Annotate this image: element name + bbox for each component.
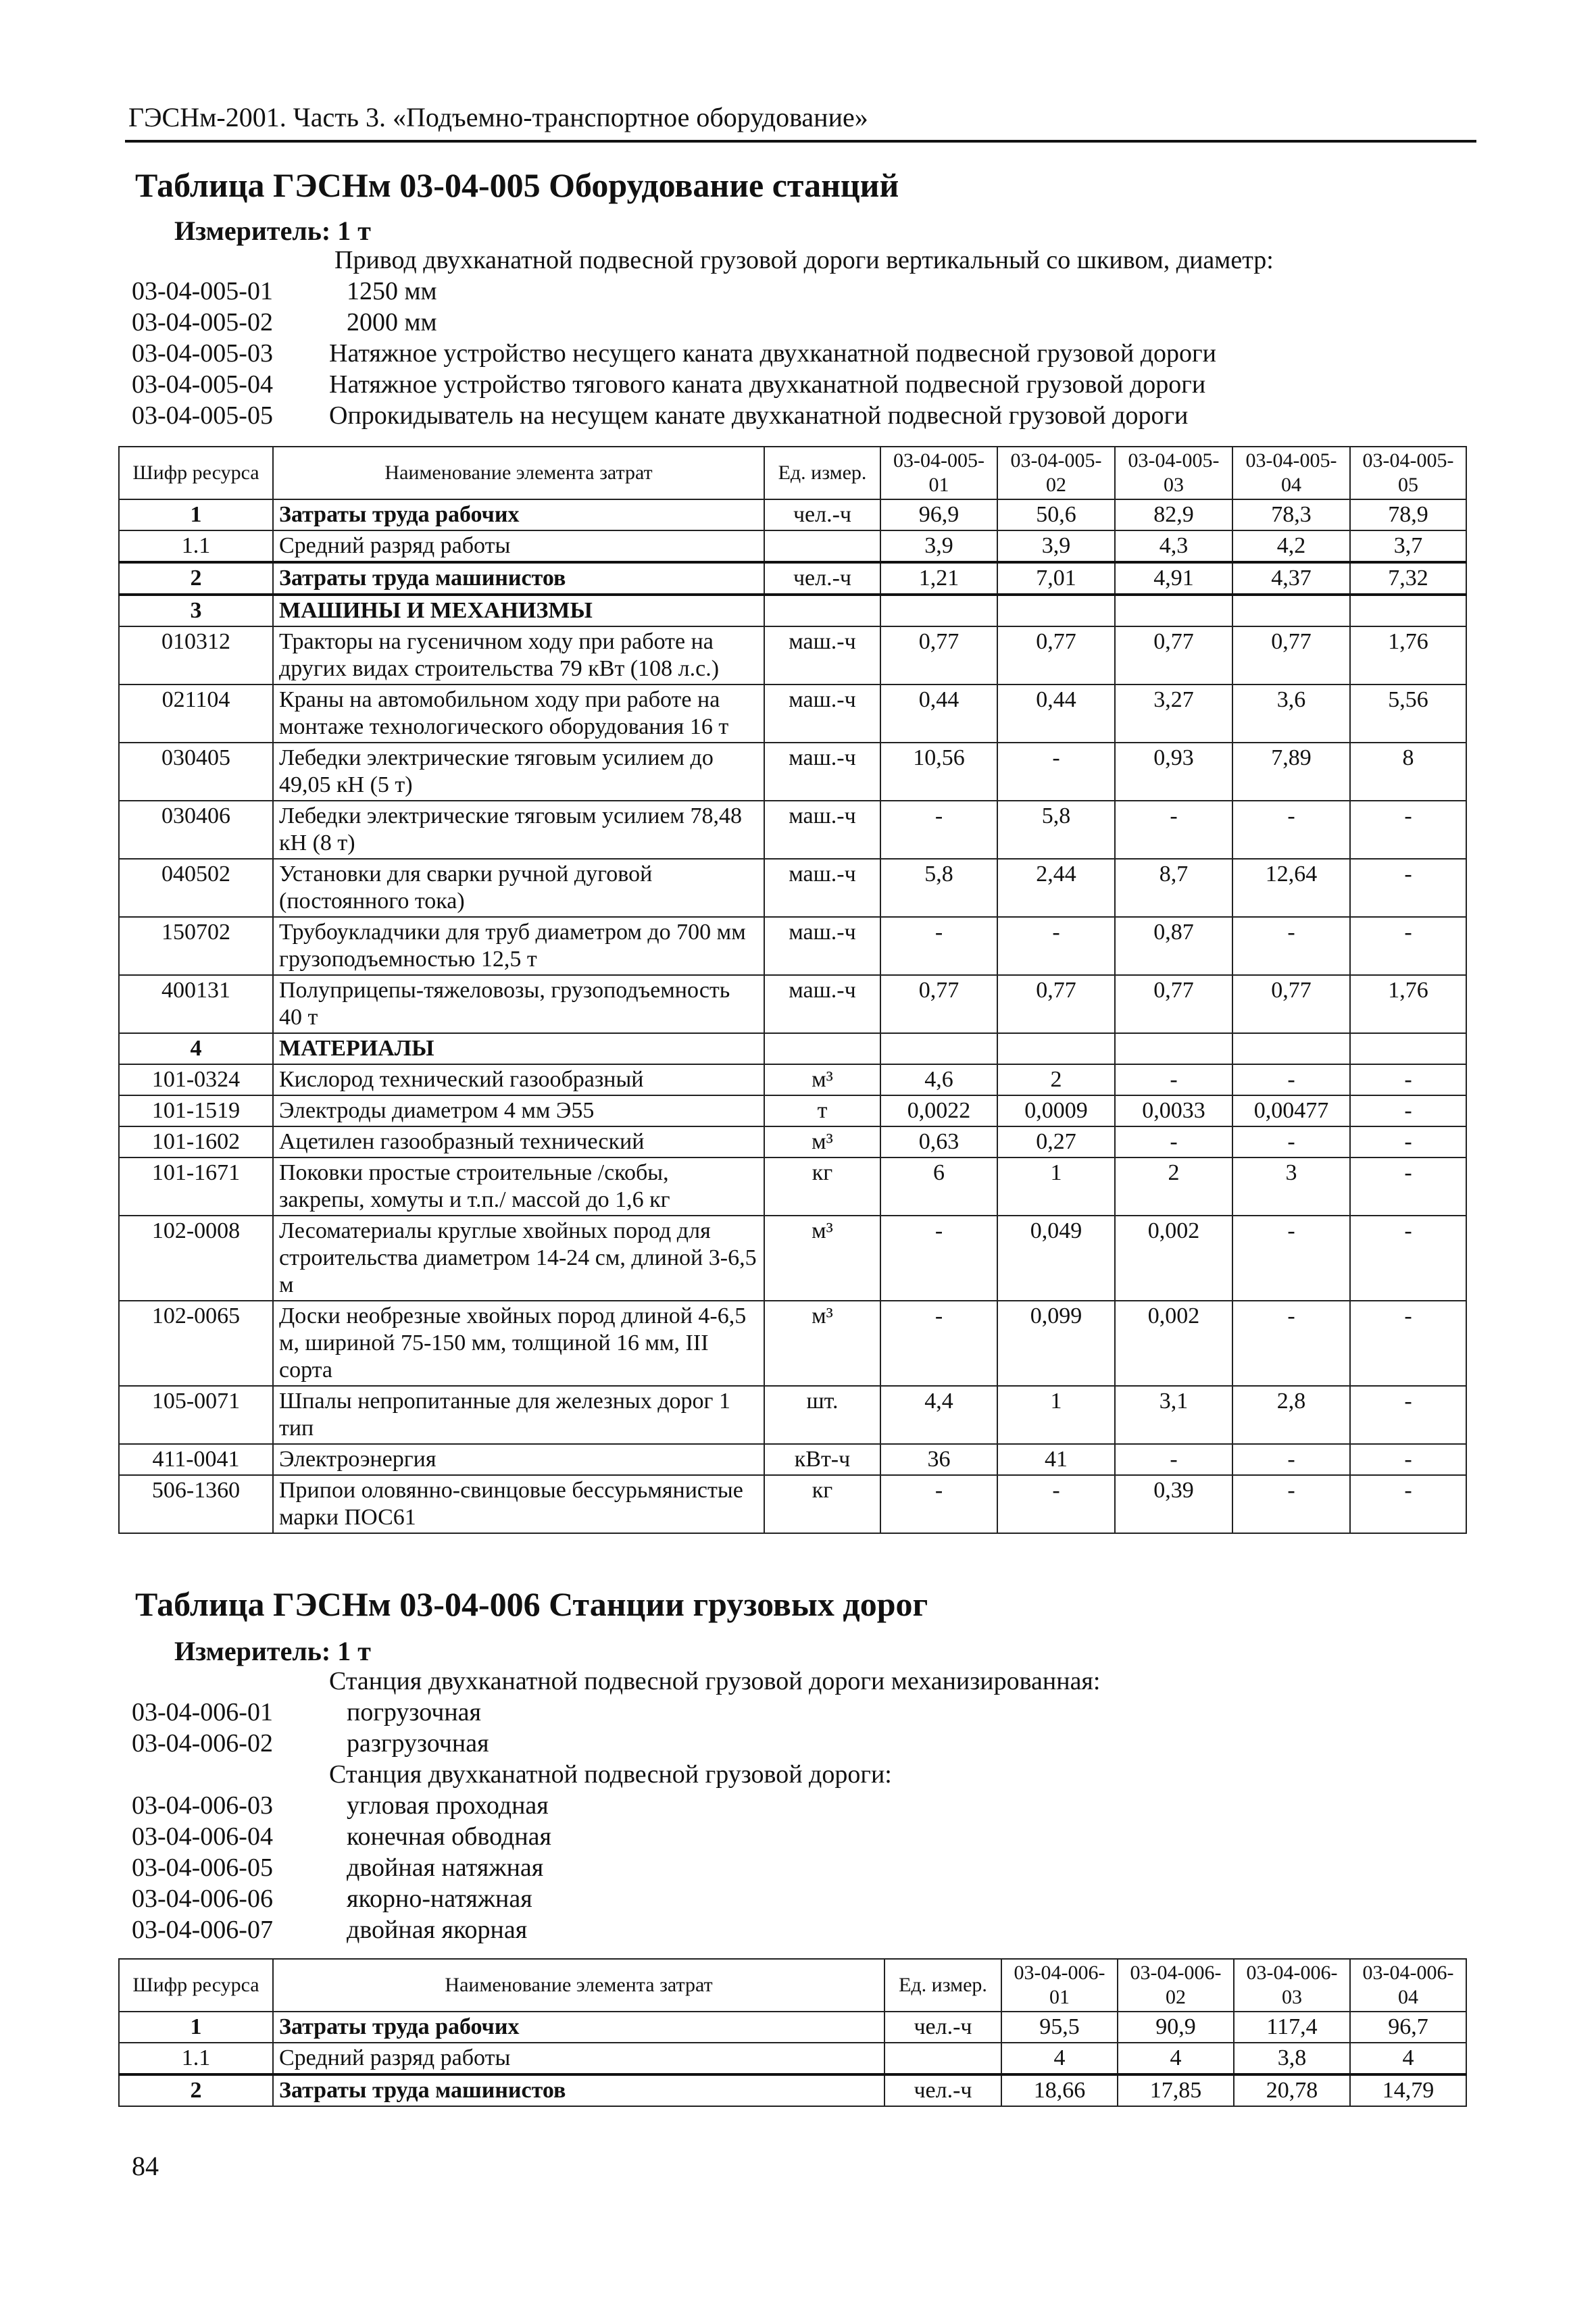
value-cell: - bbox=[1232, 1216, 1350, 1301]
table1-body bbox=[119, 499, 1466, 1533]
table-row bbox=[119, 1095, 1466, 1126]
value-cell: 3,9 bbox=[997, 530, 1115, 562]
table1-title: Таблица ГЭСНм 03-04-005 Оборудование станций bbox=[135, 166, 899, 204]
resource-code-cell: 102-0065 bbox=[119, 1301, 273, 1386]
value-cell: - bbox=[1350, 1216, 1466, 1301]
value-cell: 3 bbox=[1232, 1158, 1350, 1216]
value-cell: 96,9 bbox=[880, 499, 997, 530]
table-row bbox=[119, 1158, 1466, 1216]
value-cell bbox=[1350, 595, 1466, 626]
value-cell: 17,85 bbox=[1118, 2074, 1234, 2106]
unit-cell: маш.-ч bbox=[764, 917, 880, 975]
variant-desc: якорно-натяжная bbox=[347, 1885, 532, 1913]
value-cell: 0,44 bbox=[880, 684, 997, 743]
value-cell: 8,7 bbox=[1115, 859, 1232, 917]
value-cell: - bbox=[880, 1475, 997, 1533]
value-cell: 0,27 bbox=[997, 1126, 1115, 1158]
unit-cell: м³ bbox=[764, 1064, 880, 1095]
value-cell: 0,44 bbox=[997, 684, 1115, 743]
variant-code: 03-04-006-06 bbox=[132, 1885, 273, 1913]
value-cell: - bbox=[1350, 801, 1466, 859]
table2-title: Таблица ГЭСНм 03-04-006 Станции грузовых дорог bbox=[135, 1585, 928, 1623]
unit-cell bbox=[764, 1033, 880, 1064]
variant-desc: угловая проходная bbox=[347, 1791, 549, 1820]
value-cell: - bbox=[1115, 801, 1232, 859]
value-cell: 82,9 bbox=[1115, 499, 1232, 530]
value-cell: 96,7 bbox=[1350, 2012, 1466, 2043]
value-cell: 0,0033 bbox=[1115, 1095, 1232, 1126]
table-header-row bbox=[119, 1959, 1466, 2012]
header-cell: Наименование элемента затрат bbox=[273, 447, 764, 499]
value-cell: 4,2 bbox=[1232, 530, 1350, 562]
page-number: 84 bbox=[132, 2151, 159, 2181]
value-cell: - bbox=[997, 743, 1115, 801]
value-cell: - bbox=[1232, 1064, 1350, 1095]
cost-element-name-cell: Тракторы на гусеничном ходу при работе на других видах строительства 79 кВт (108 л.с.) bbox=[273, 626, 764, 684]
header-cell: 03-04-005-04 bbox=[1232, 447, 1350, 499]
table-row bbox=[119, 1386, 1466, 1444]
unit-cell: маш.-ч bbox=[764, 801, 880, 859]
value-cell: 0,099 bbox=[997, 1301, 1115, 1386]
variant-desc: двойная якорная bbox=[347, 1916, 528, 1944]
value-cell: 0,77 bbox=[1232, 626, 1350, 684]
table-row bbox=[119, 743, 1466, 801]
resource-code-cell: 1.1 bbox=[119, 530, 273, 562]
value-cell bbox=[1232, 1033, 1350, 1064]
variant-desc: Натяжное устройство несущего каната двухканатной подвесной грузовой дороги bbox=[329, 339, 1216, 368]
resource-code-cell: 010312 bbox=[119, 626, 273, 684]
variant-code: 03-04-006-07 bbox=[132, 1916, 273, 1944]
value-cell: 41 bbox=[997, 1444, 1115, 1475]
value-cell: 14,79 bbox=[1350, 2074, 1466, 2106]
variant-code: 03-04-006-05 bbox=[132, 1853, 273, 1882]
table-row bbox=[119, 1444, 1466, 1475]
cost-element-name-cell: Припои оловянно-свинцовые бессурьмянистые марки ПОС61 bbox=[273, 1475, 764, 1533]
table-row bbox=[119, 2074, 1466, 2106]
value-cell bbox=[997, 1033, 1115, 1064]
value-cell: 2 bbox=[997, 1064, 1115, 1095]
value-cell: 0,77 bbox=[1115, 626, 1232, 684]
value-cell: - bbox=[997, 917, 1115, 975]
cost-element-name-cell: Средний разряд работы bbox=[273, 2043, 884, 2074]
cost-element-name-cell: Ацетилен газообразный технический bbox=[273, 1126, 764, 1158]
value-cell: 1 bbox=[997, 1386, 1115, 1444]
variant-code: 03-04-006-02 bbox=[132, 1729, 273, 1758]
value-cell: - bbox=[1350, 859, 1466, 917]
table-row bbox=[119, 684, 1466, 743]
cost-element-name-cell: Кислород технический газообразный bbox=[273, 1064, 764, 1095]
resource-code-cell: 101-1602 bbox=[119, 1126, 273, 1158]
value-cell: 0,0022 bbox=[880, 1095, 997, 1126]
unit-cell: чел.-ч bbox=[764, 562, 880, 595]
value-cell: 3,1 bbox=[1115, 1386, 1232, 1444]
table2-body bbox=[119, 2012, 1466, 2106]
variant-code: 03-04-006-03 bbox=[132, 1791, 273, 1820]
value-cell: - bbox=[1350, 1064, 1466, 1095]
header-cell: Наименование элемента затрат bbox=[273, 1959, 884, 2012]
table2-measure: Измеритель: 1 т bbox=[174, 1636, 371, 1666]
value-cell: 0,77 bbox=[1232, 975, 1350, 1033]
value-cell: 1,76 bbox=[1350, 975, 1466, 1033]
header-cell: 03-04-006-03 bbox=[1234, 1959, 1350, 2012]
value-cell: 0,93 bbox=[1115, 743, 1232, 801]
value-cell: 1 bbox=[997, 1158, 1115, 1216]
value-cell: 0,0009 bbox=[997, 1095, 1115, 1126]
value-cell: 4,3 bbox=[1115, 530, 1232, 562]
cost-element-name-cell: Затраты труда машинистов bbox=[273, 2074, 884, 2106]
value-cell: - bbox=[1232, 917, 1350, 975]
cost-element-name-cell: Доски необрезные хвойных пород длиной 4-6,5 м, шириной 75-150 мм, толщиной 16 мм, III сорта bbox=[273, 1301, 764, 1386]
table-row bbox=[119, 2043, 1466, 2074]
table-row bbox=[119, 801, 1466, 859]
variant-code: 03-04-005-04 bbox=[132, 370, 273, 399]
resource-code-cell: 2 bbox=[119, 2074, 273, 2106]
resource-code-cell: 506-1360 bbox=[119, 1475, 273, 1533]
value-cell: 78,9 bbox=[1350, 499, 1466, 530]
value-cell: 10,56 bbox=[880, 743, 997, 801]
value-cell: 5,56 bbox=[1350, 684, 1466, 743]
unit-cell: чел.-ч bbox=[764, 499, 880, 530]
table-row bbox=[119, 2012, 1466, 2043]
value-cell: - bbox=[880, 1301, 997, 1386]
table-row bbox=[119, 562, 1466, 595]
value-cell: 0,77 bbox=[880, 626, 997, 684]
value-cell: 12,64 bbox=[1232, 859, 1350, 917]
value-cell: - bbox=[1232, 1444, 1350, 1475]
running-head: ГЭСНм-2001. Часть 3. «Подъемно-транспортное оборудование» bbox=[128, 102, 868, 132]
variant-desc: двойная натяжная bbox=[347, 1853, 544, 1882]
value-cell: - bbox=[1115, 1126, 1232, 1158]
value-cell: 4 bbox=[1350, 2043, 1466, 2074]
unit-cell: кВт-ч bbox=[764, 1444, 880, 1475]
value-cell: 4,4 bbox=[880, 1386, 997, 1444]
table-row bbox=[119, 499, 1466, 530]
unit-cell: маш.-ч bbox=[764, 626, 880, 684]
cost-element-name-cell: МАШИНЫ И МЕХАНИЗМЫ bbox=[273, 595, 764, 626]
resource-code-cell: 400131 bbox=[119, 975, 273, 1033]
resource-code-cell: 101-0324 bbox=[119, 1064, 273, 1095]
resource-code-cell: 1.1 bbox=[119, 2043, 273, 2074]
cost-element-name-cell: Трубоукладчики для труб диаметром до 700 мм грузоподъемностью 12,5 т bbox=[273, 917, 764, 975]
table-row bbox=[119, 1126, 1466, 1158]
unit-cell: маш.-ч bbox=[764, 975, 880, 1033]
cost-element-name-cell: Полуприцепы-тяжеловозы, грузоподъемность 40 т bbox=[273, 975, 764, 1033]
value-cell: 8 bbox=[1350, 743, 1466, 801]
cost-element-name-cell: МАТЕРИАЛЫ bbox=[273, 1033, 764, 1064]
value-cell bbox=[1350, 1033, 1466, 1064]
value-cell: 0,77 bbox=[880, 975, 997, 1033]
value-cell: 7,32 bbox=[1350, 562, 1466, 595]
cost-element-name-cell: Затраты труда рабочих bbox=[273, 2012, 884, 2043]
header-cell: 03-04-006-02 bbox=[1118, 1959, 1234, 2012]
cost-element-name-cell: Установки для сварки ручной дуговой (постоянного тока) bbox=[273, 859, 764, 917]
variant-desc: погрузочная bbox=[347, 1698, 482, 1726]
unit-cell: т bbox=[764, 1095, 880, 1126]
value-cell: 1,21 bbox=[880, 562, 997, 595]
value-cell: 3,8 bbox=[1234, 2043, 1350, 2074]
resource-code-cell: 030405 bbox=[119, 743, 273, 801]
resource-code-cell: 1 bbox=[119, 2012, 273, 2043]
value-cell: - bbox=[1232, 1126, 1350, 1158]
table-row bbox=[119, 859, 1466, 917]
header-cell: Ед. измер. bbox=[764, 447, 880, 499]
value-cell: 0,39 bbox=[1115, 1475, 1232, 1533]
value-cell: 0,00477 bbox=[1232, 1095, 1350, 1126]
value-cell: - bbox=[1232, 1475, 1350, 1533]
variant-code: 03-04-005-01 bbox=[132, 277, 273, 305]
value-cell: - bbox=[997, 1475, 1115, 1533]
resource-code-cell: 105-0071 bbox=[119, 1386, 273, 1444]
value-cell: 0,63 bbox=[880, 1126, 997, 1158]
header-cell: 03-04-005-03 bbox=[1115, 447, 1232, 499]
variant-code: 03-04-005-03 bbox=[132, 339, 273, 368]
unit-cell: чел.-ч bbox=[884, 2074, 1001, 2106]
header-rule bbox=[125, 140, 1476, 143]
variant-desc: Станция двухканатной подвесной грузовой дороги: bbox=[329, 1760, 892, 1789]
variant-desc: 1250 мм bbox=[347, 277, 437, 305]
variant-desc: Опрокидыватель на несущем канате двухканатной подвесной грузовой дороги bbox=[329, 401, 1189, 430]
table2-grid bbox=[118, 1958, 1467, 2107]
cost-element-name-cell: Затраты труда машинистов bbox=[273, 562, 764, 595]
table1-measure: Измеритель: 1 т bbox=[174, 216, 371, 246]
value-cell: - bbox=[1350, 1475, 1466, 1533]
value-cell: 0,002 bbox=[1115, 1216, 1232, 1301]
value-cell: 0,049 bbox=[997, 1216, 1115, 1301]
unit-cell: м³ bbox=[764, 1126, 880, 1158]
resource-code-cell: 040502 bbox=[119, 859, 273, 917]
table-header-row bbox=[119, 447, 1466, 499]
value-cell: - bbox=[1232, 1301, 1350, 1386]
unit-cell: м³ bbox=[764, 1301, 880, 1386]
cost-element-name-cell: Поковки простые строительные /скобы, закрепы, хомуты и т.п./ массой до 1,6 кг bbox=[273, 1158, 764, 1216]
value-cell: 2,8 bbox=[1232, 1386, 1350, 1444]
cost-element-name-cell: Электроэнергия bbox=[273, 1444, 764, 1475]
resource-code-cell: 150702 bbox=[119, 917, 273, 975]
unit-cell: кг bbox=[764, 1158, 880, 1216]
table-row bbox=[119, 975, 1466, 1033]
unit-cell: маш.-ч bbox=[764, 684, 880, 743]
table-row bbox=[119, 1301, 1466, 1386]
table-row bbox=[119, 1216, 1466, 1301]
value-cell: - bbox=[1350, 1158, 1466, 1216]
value-cell: 20,78 bbox=[1234, 2074, 1350, 2106]
cost-element-name-cell: Лесоматериалы круглые хвойных пород для строительства диаметром 14-24 см, длиной 3-6,5 м bbox=[273, 1216, 764, 1301]
header-cell: 03-04-005-02 bbox=[997, 447, 1115, 499]
value-cell: 4 bbox=[1001, 2043, 1118, 2074]
variant-desc: разгрузочная bbox=[347, 1729, 489, 1758]
value-cell bbox=[1115, 1033, 1232, 1064]
cost-element-name-cell: Шпалы непропитанные для железных дорог 1 тип bbox=[273, 1386, 764, 1444]
value-cell: 90,9 bbox=[1118, 2012, 1234, 2043]
value-cell: 0,77 bbox=[997, 626, 1115, 684]
resource-code-cell: 2 bbox=[119, 562, 273, 595]
variant-desc: Натяжное устройство тягового каната двухканатной подвесной грузовой дороги bbox=[329, 370, 1206, 399]
resource-code-cell: 4 bbox=[119, 1033, 273, 1064]
value-cell: - bbox=[1350, 1444, 1466, 1475]
value-cell: 6 bbox=[880, 1158, 997, 1216]
unit-cell: шт. bbox=[764, 1386, 880, 1444]
value-cell bbox=[880, 1033, 997, 1064]
value-cell: - bbox=[880, 801, 997, 859]
resource-code-cell: 3 bbox=[119, 595, 273, 626]
header-cell: 03-04-006-04 bbox=[1350, 1959, 1466, 2012]
value-cell: - bbox=[1350, 1386, 1466, 1444]
value-cell: 5,8 bbox=[997, 801, 1115, 859]
value-cell: 7,89 bbox=[1232, 743, 1350, 801]
value-cell: 117,4 bbox=[1234, 2012, 1350, 2043]
value-cell: - bbox=[1350, 1126, 1466, 1158]
value-cell: 0,77 bbox=[997, 975, 1115, 1033]
header-cell: 03-04-005-01 bbox=[880, 447, 997, 499]
unit-cell bbox=[764, 530, 880, 562]
value-cell: - bbox=[880, 917, 997, 975]
value-cell: 3,7 bbox=[1350, 530, 1466, 562]
value-cell: 3,6 bbox=[1232, 684, 1350, 743]
table-row bbox=[119, 1033, 1466, 1064]
value-cell: 3,27 bbox=[1115, 684, 1232, 743]
unit-cell: чел.-ч bbox=[884, 2012, 1001, 2043]
value-cell bbox=[880, 595, 997, 626]
resource-code-cell: 101-1519 bbox=[119, 1095, 273, 1126]
group-heading-text: Привод двухканатной подвесной грузовой дороги вертикальный со шкивом, диаметр: bbox=[334, 246, 1274, 274]
unit-cell: кг bbox=[764, 1475, 880, 1533]
resource-code-cell: 411-0041 bbox=[119, 1444, 273, 1475]
value-cell: 4 bbox=[1118, 2043, 1234, 2074]
value-cell: - bbox=[880, 1216, 997, 1301]
value-cell: 50,6 bbox=[997, 499, 1115, 530]
variant-desc: Станция двухканатной подвесной грузовой дороги механизированная: bbox=[329, 1667, 1101, 1695]
table1-grid bbox=[118, 446, 1467, 1534]
table-row bbox=[119, 917, 1466, 975]
value-cell: 4,6 bbox=[880, 1064, 997, 1095]
value-cell bbox=[1115, 595, 1232, 626]
value-cell bbox=[1232, 595, 1350, 626]
value-cell: - bbox=[1232, 801, 1350, 859]
resource-code-cell: 101-1671 bbox=[119, 1158, 273, 1216]
header-cell: Ед. измер. bbox=[884, 1959, 1001, 2012]
resource-code-cell: 021104 bbox=[119, 684, 273, 743]
value-cell: 5,8 bbox=[880, 859, 997, 917]
value-cell: - bbox=[1115, 1444, 1232, 1475]
cost-element-name-cell: Краны на автомобильном ходу при работе на монтаже технологического оборудования 16 т bbox=[273, 684, 764, 743]
cost-element-name-cell: Средний разряд работы bbox=[273, 530, 764, 562]
variant-code: 03-04-006-01 bbox=[132, 1698, 273, 1726]
value-cell: - bbox=[1350, 1095, 1466, 1126]
value-cell: 3,9 bbox=[880, 530, 997, 562]
value-cell: 1,76 bbox=[1350, 626, 1466, 684]
resource-code-cell: 102-0008 bbox=[119, 1216, 273, 1301]
cost-element-name-cell: Электроды диаметром 4 мм Э55 bbox=[273, 1095, 764, 1126]
header-cell: 03-04-006-01 bbox=[1001, 1959, 1118, 2012]
table-row bbox=[119, 595, 1466, 626]
value-cell bbox=[997, 595, 1115, 626]
value-cell: - bbox=[1115, 1064, 1232, 1095]
value-cell: 0,002 bbox=[1115, 1301, 1232, 1386]
value-cell: 95,5 bbox=[1001, 2012, 1118, 2043]
value-cell: 0,87 bbox=[1115, 917, 1232, 975]
value-cell: 2 bbox=[1115, 1158, 1232, 1216]
value-cell: - bbox=[1350, 917, 1466, 975]
resource-code-cell: 1 bbox=[119, 499, 273, 530]
header-cell: Шифр ресурса bbox=[119, 447, 273, 499]
value-cell: 78,3 bbox=[1232, 499, 1350, 530]
value-cell: 2,44 bbox=[997, 859, 1115, 917]
variant-desc: конечная обводная bbox=[347, 1822, 552, 1851]
value-cell: 0,77 bbox=[1115, 975, 1232, 1033]
resource-code-cell: 030406 bbox=[119, 801, 273, 859]
cost-element-name-cell: Лебедки электрические тяговым усилием до 49,05 кН (5 т) bbox=[273, 743, 764, 801]
cost-element-name-cell: Лебедки электрические тяговым усилием 78,48 кН (8 т) bbox=[273, 801, 764, 859]
unit-cell: маш.-ч bbox=[764, 743, 880, 801]
variant-desc: 2000 мм bbox=[347, 308, 437, 337]
unit-cell bbox=[884, 2043, 1001, 2074]
cost-element-name-cell: Затраты труда рабочих bbox=[273, 499, 764, 530]
table-row bbox=[119, 530, 1466, 562]
value-cell: 36 bbox=[880, 1444, 997, 1475]
unit-cell: маш.-ч bbox=[764, 859, 880, 917]
value-cell: - bbox=[1350, 1301, 1466, 1386]
table-row bbox=[119, 1064, 1466, 1095]
value-cell: 4,37 bbox=[1232, 562, 1350, 595]
table-row bbox=[119, 1475, 1466, 1533]
variant-code: 03-04-005-02 bbox=[132, 308, 273, 337]
value-cell: 4,91 bbox=[1115, 562, 1232, 595]
header-cell: 03-04-005-05 bbox=[1350, 447, 1466, 499]
table-row bbox=[119, 626, 1466, 684]
unit-cell: м³ bbox=[764, 1216, 880, 1301]
variant-code: 03-04-005-05 bbox=[132, 401, 273, 430]
value-cell: 7,01 bbox=[997, 562, 1115, 595]
unit-cell bbox=[764, 595, 880, 626]
variant-code: 03-04-006-04 bbox=[132, 1822, 273, 1851]
header-cell: Шифр ресурса bbox=[119, 1959, 273, 2012]
value-cell: 18,66 bbox=[1001, 2074, 1118, 2106]
